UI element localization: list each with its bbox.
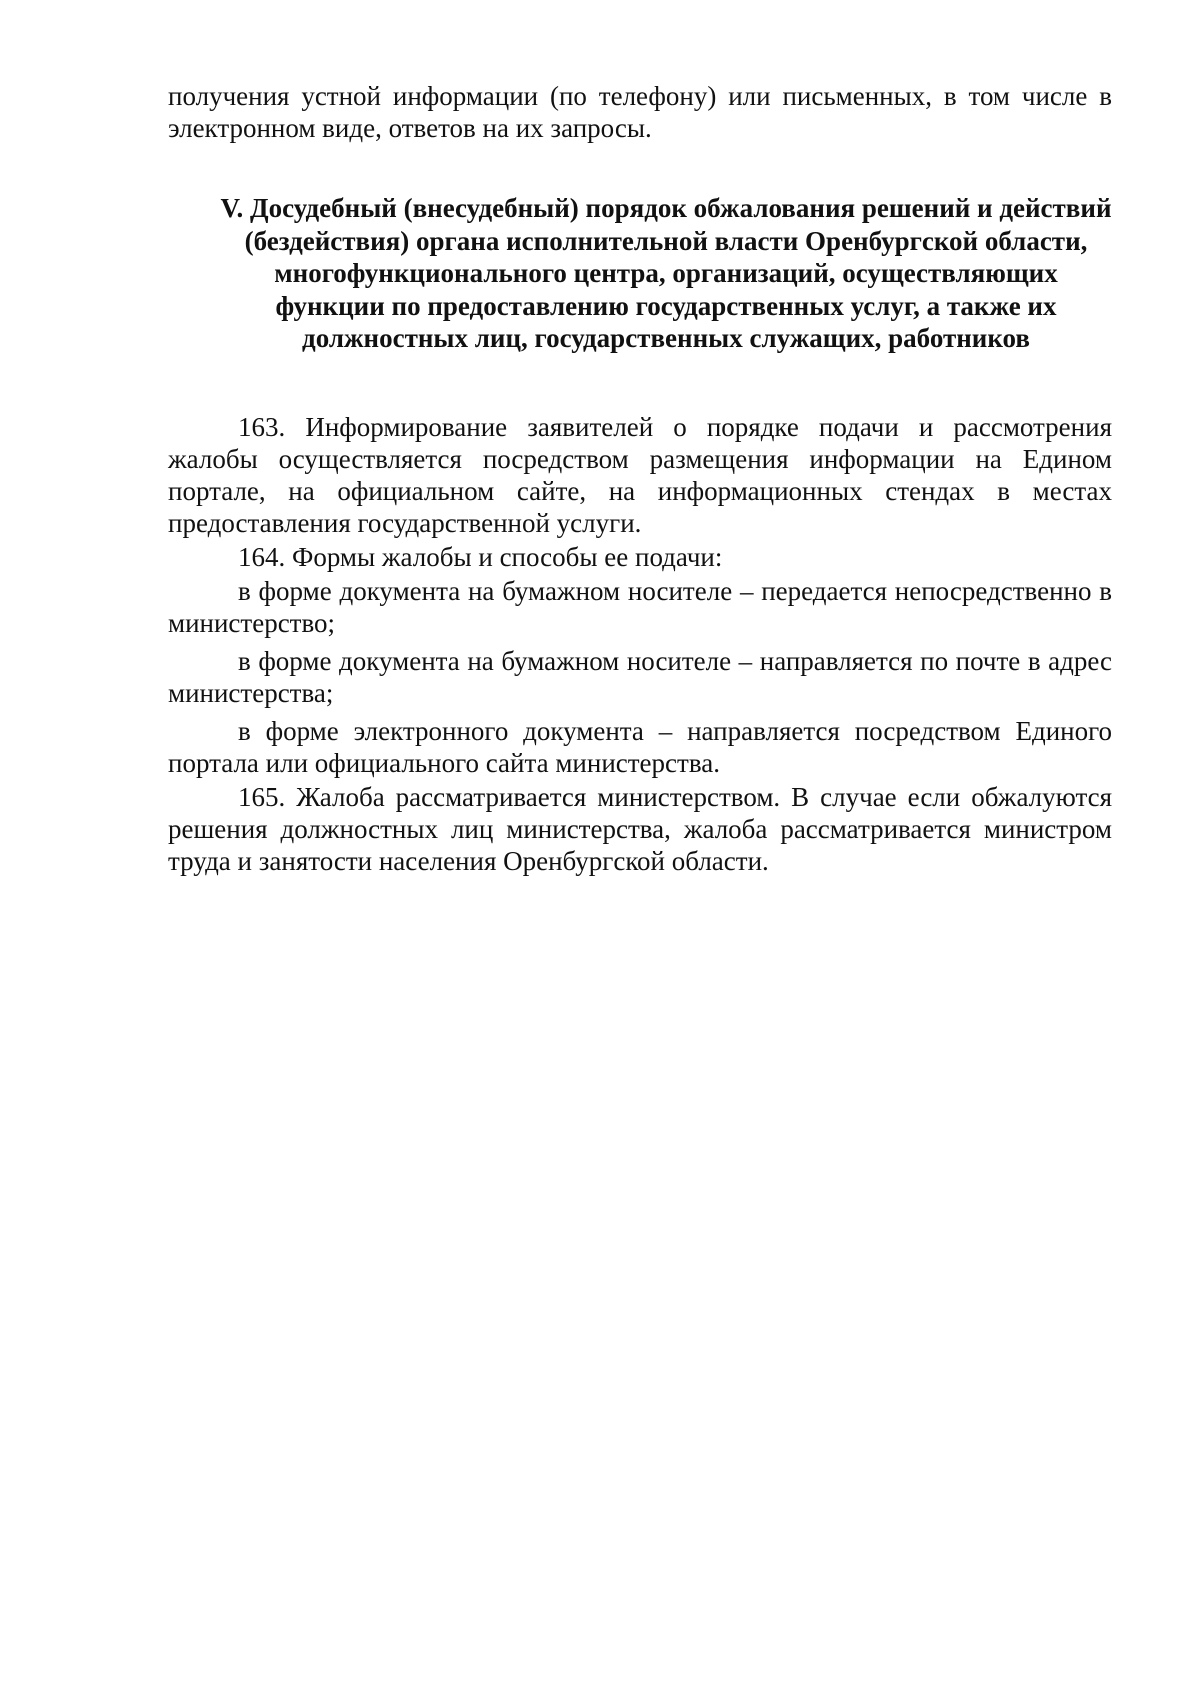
list-item-paper-mail: в форме документа на бумажном носителе – направляется по почте в адрес министерства; <box>168 646 1112 708</box>
section-body <box>168 411 1112 877</box>
list-item-paper-direct: в форме документа на бумажном носителе – передается непосредственно в министерство; <box>168 576 1112 638</box>
paragraph-165: 165. Жалоба рассматривается министерством. В случае если обжалуются решения должностных лиц министерства, жалоба рассматривается министром труда и занятости населения Оренбургской области. <box>168 782 1112 876</box>
intro-paragraph: получения устной информации (по телефону) или письменных, в том числе в электронном виде, ответов на их запросы. <box>168 81 1112 143</box>
paragraph-164: 164. Формы жалобы и способы ее подачи: <box>238 542 723 572</box>
paragraph-163: 163. Информирование заявителей о порядке подачи и рассмотрения жалобы осуществляется посредством размещения информации на Едином портале, на официальном сайте, на информационных стендах в местах предоставления государственной услуги. <box>168 412 1112 538</box>
section-heading: V. Досудебный (внесудебный) порядок обжалования решений и действий (бездействия) органа исполнительной власти Оренбургской области, многофункционального центра, организаций, осуществляющих функции по предоставлению государственных услуг, а также их должностных лиц, государственных служащих, работников <box>220 193 1112 353</box>
list-item-electronic: в форме электронного документа – направляется посредством Единого портала или официального сайта министерства. <box>168 716 1112 778</box>
